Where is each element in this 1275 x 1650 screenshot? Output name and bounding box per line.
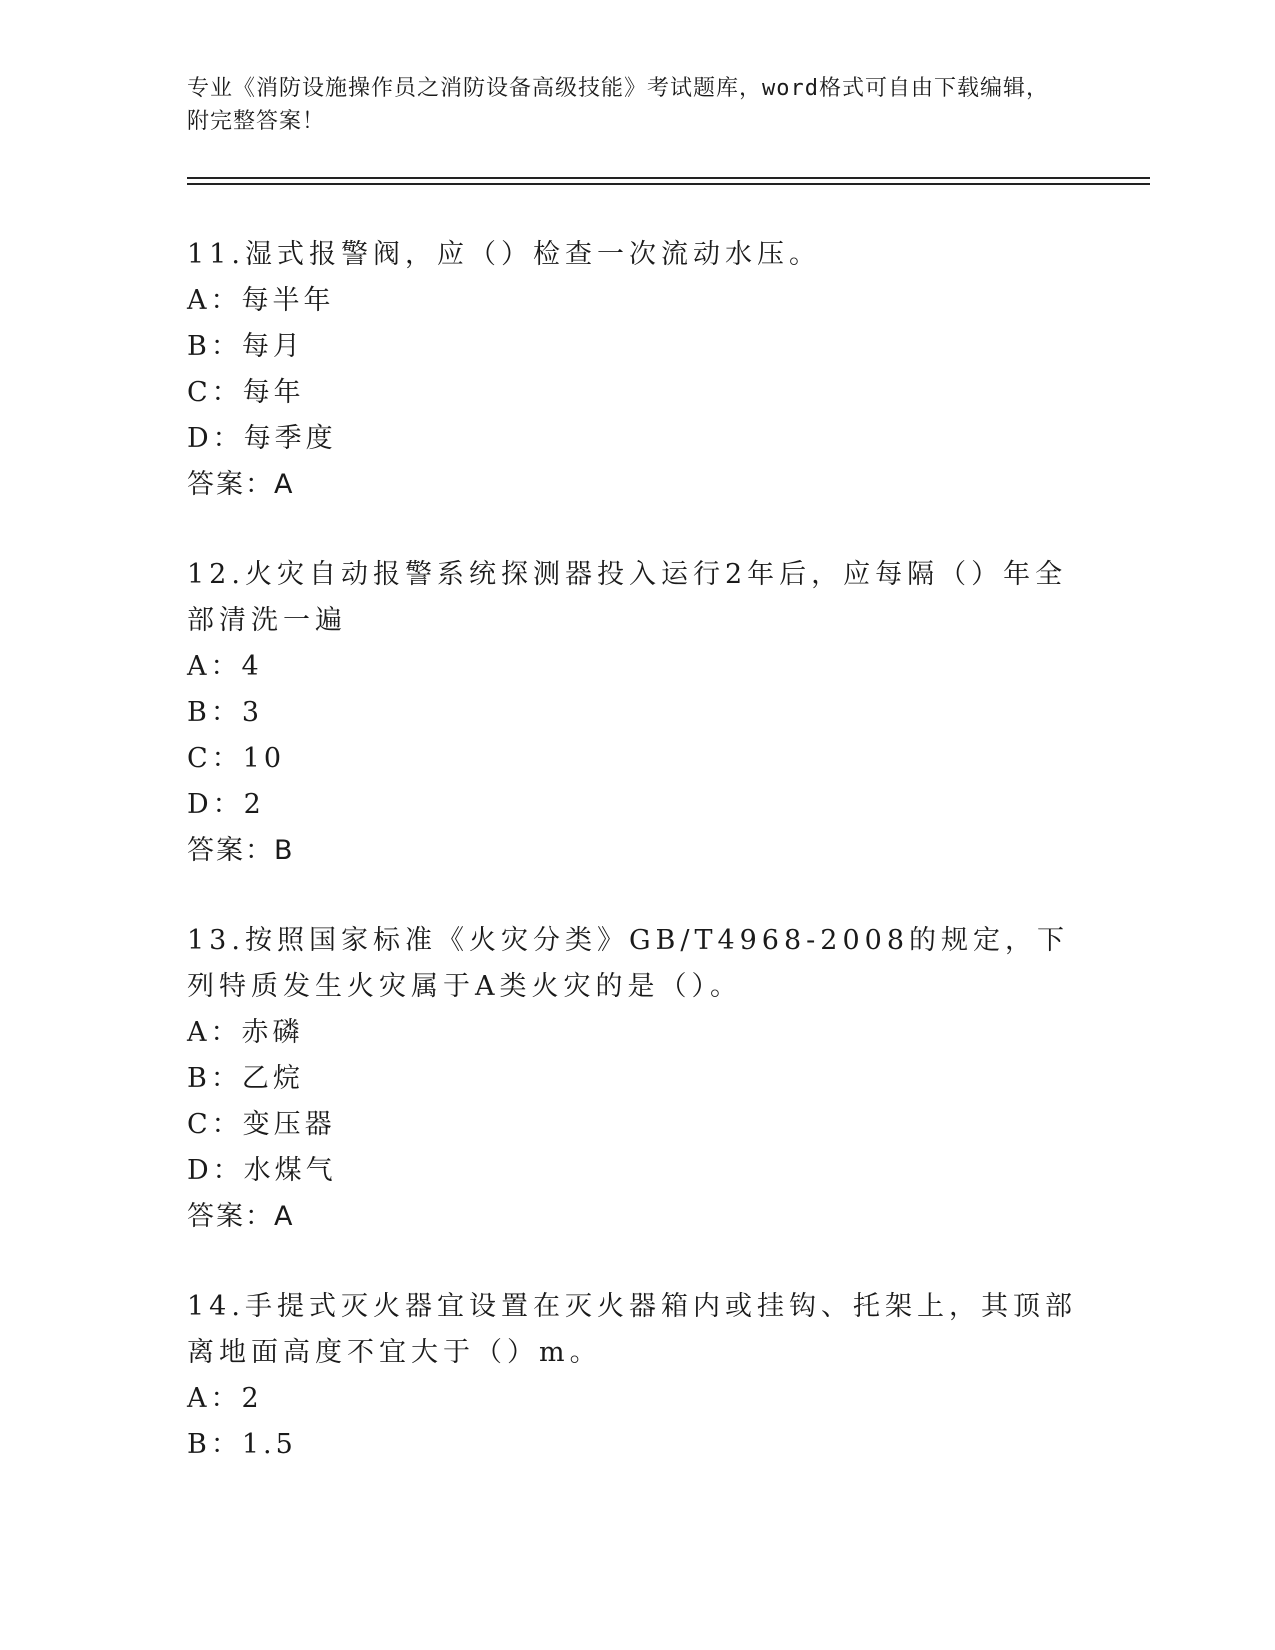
option-c: C：10 xyxy=(187,743,286,774)
option-d: D：水煤气 xyxy=(187,1155,337,1186)
document-header: 专业《消防设施操作员之消防设备高级技能》考试题库，word格式可自由下载编辑，附完整答案！ xyxy=(187,76,1049,134)
answer-label: 答案：A xyxy=(187,1201,295,1232)
question-list xyxy=(187,232,1077,1512)
question-stem: 11.湿式报警阀，应（）检查一次流动水压。 xyxy=(187,239,821,270)
option-a: A：2 xyxy=(187,1383,263,1414)
option-d: D：2 xyxy=(187,789,265,820)
option-a: A：赤磷 xyxy=(187,1017,304,1048)
question-13 xyxy=(187,918,1077,1240)
header-divider-bottom xyxy=(187,183,1150,185)
question-stem: 14.手提式灭火器宜设置在灭火器箱内或挂钩、托架上，其顶部离地面高度不宜大于（）m。 xyxy=(187,1291,1077,1368)
option-b: B：每月 xyxy=(187,331,304,362)
header-divider-top xyxy=(187,177,1150,179)
option-d: D：每季度 xyxy=(187,423,337,454)
option-b: B：1.5 xyxy=(187,1429,297,1460)
option-b: B：乙烷 xyxy=(187,1063,304,1094)
question-14 xyxy=(187,1284,1077,1468)
question-12 xyxy=(187,552,1077,874)
option-c: C：变压器 xyxy=(187,1109,336,1140)
question-stem: 13.按照国家标准《火灾分类》GB/T4968-2008的规定，下列特质发生火灾属于A类火灾的是（）。 xyxy=(187,925,1070,1002)
option-b: B：3 xyxy=(187,697,264,728)
option-a: A：4 xyxy=(187,651,263,682)
question-stem: 12.火灾自动报警系统探测器投入运行2年后，应每隔（）年全部清洗一遍 xyxy=(187,559,1068,636)
question-11 xyxy=(187,232,1077,508)
option-c: C：每年 xyxy=(187,377,305,408)
option-a: A：每半年 xyxy=(187,285,335,316)
answer-label: 答案：B xyxy=(187,835,295,866)
answer-label: 答案：A xyxy=(187,469,295,500)
